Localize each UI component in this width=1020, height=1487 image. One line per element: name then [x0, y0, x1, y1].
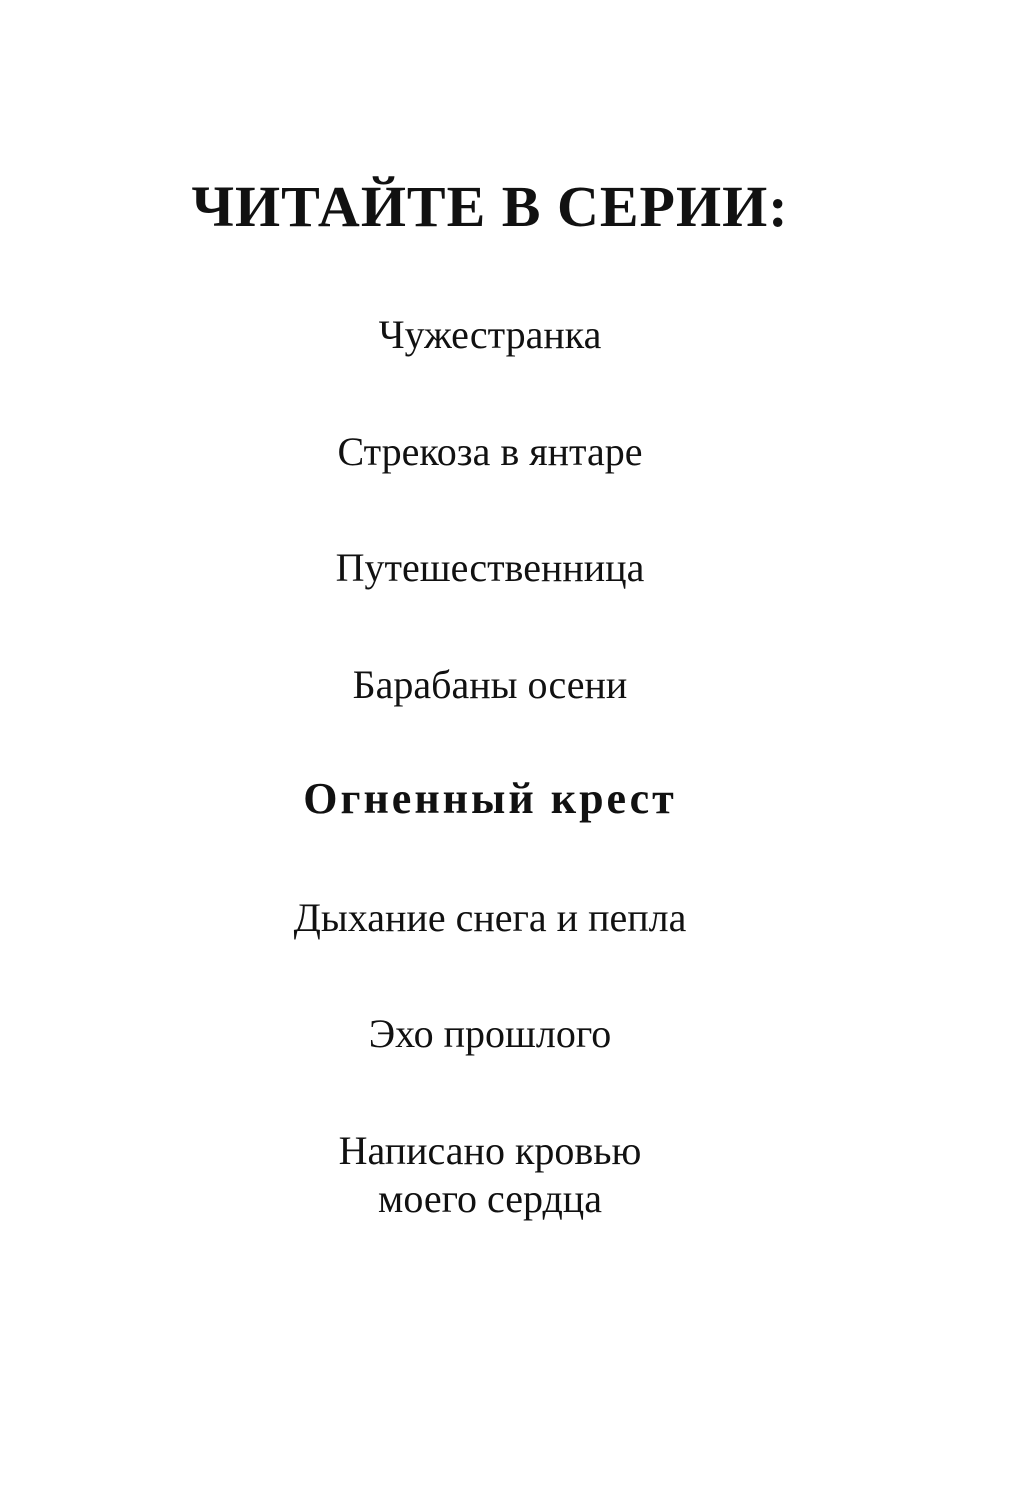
- book-title: Путешественница: [335, 545, 645, 590]
- book-title: Эхо прошлого: [368, 1011, 612, 1056]
- book-title: [0, 1127, 980, 1223]
- series-heading: ЧИТАЙТЕ В СЕРИИ:: [191, 174, 789, 239]
- book-title-line: моего сердца: [378, 1176, 602, 1221]
- book-title: Дыхание снега и пепла: [293, 895, 687, 940]
- current-book-title: Огненный крест: [303, 774, 677, 823]
- book-title-line: Написано кровью: [338, 1128, 642, 1173]
- book-title: Барабаны осени: [352, 662, 628, 707]
- book-title: Стрекоза в янтаре: [337, 429, 643, 474]
- book-title: Чужестранка: [378, 312, 602, 357]
